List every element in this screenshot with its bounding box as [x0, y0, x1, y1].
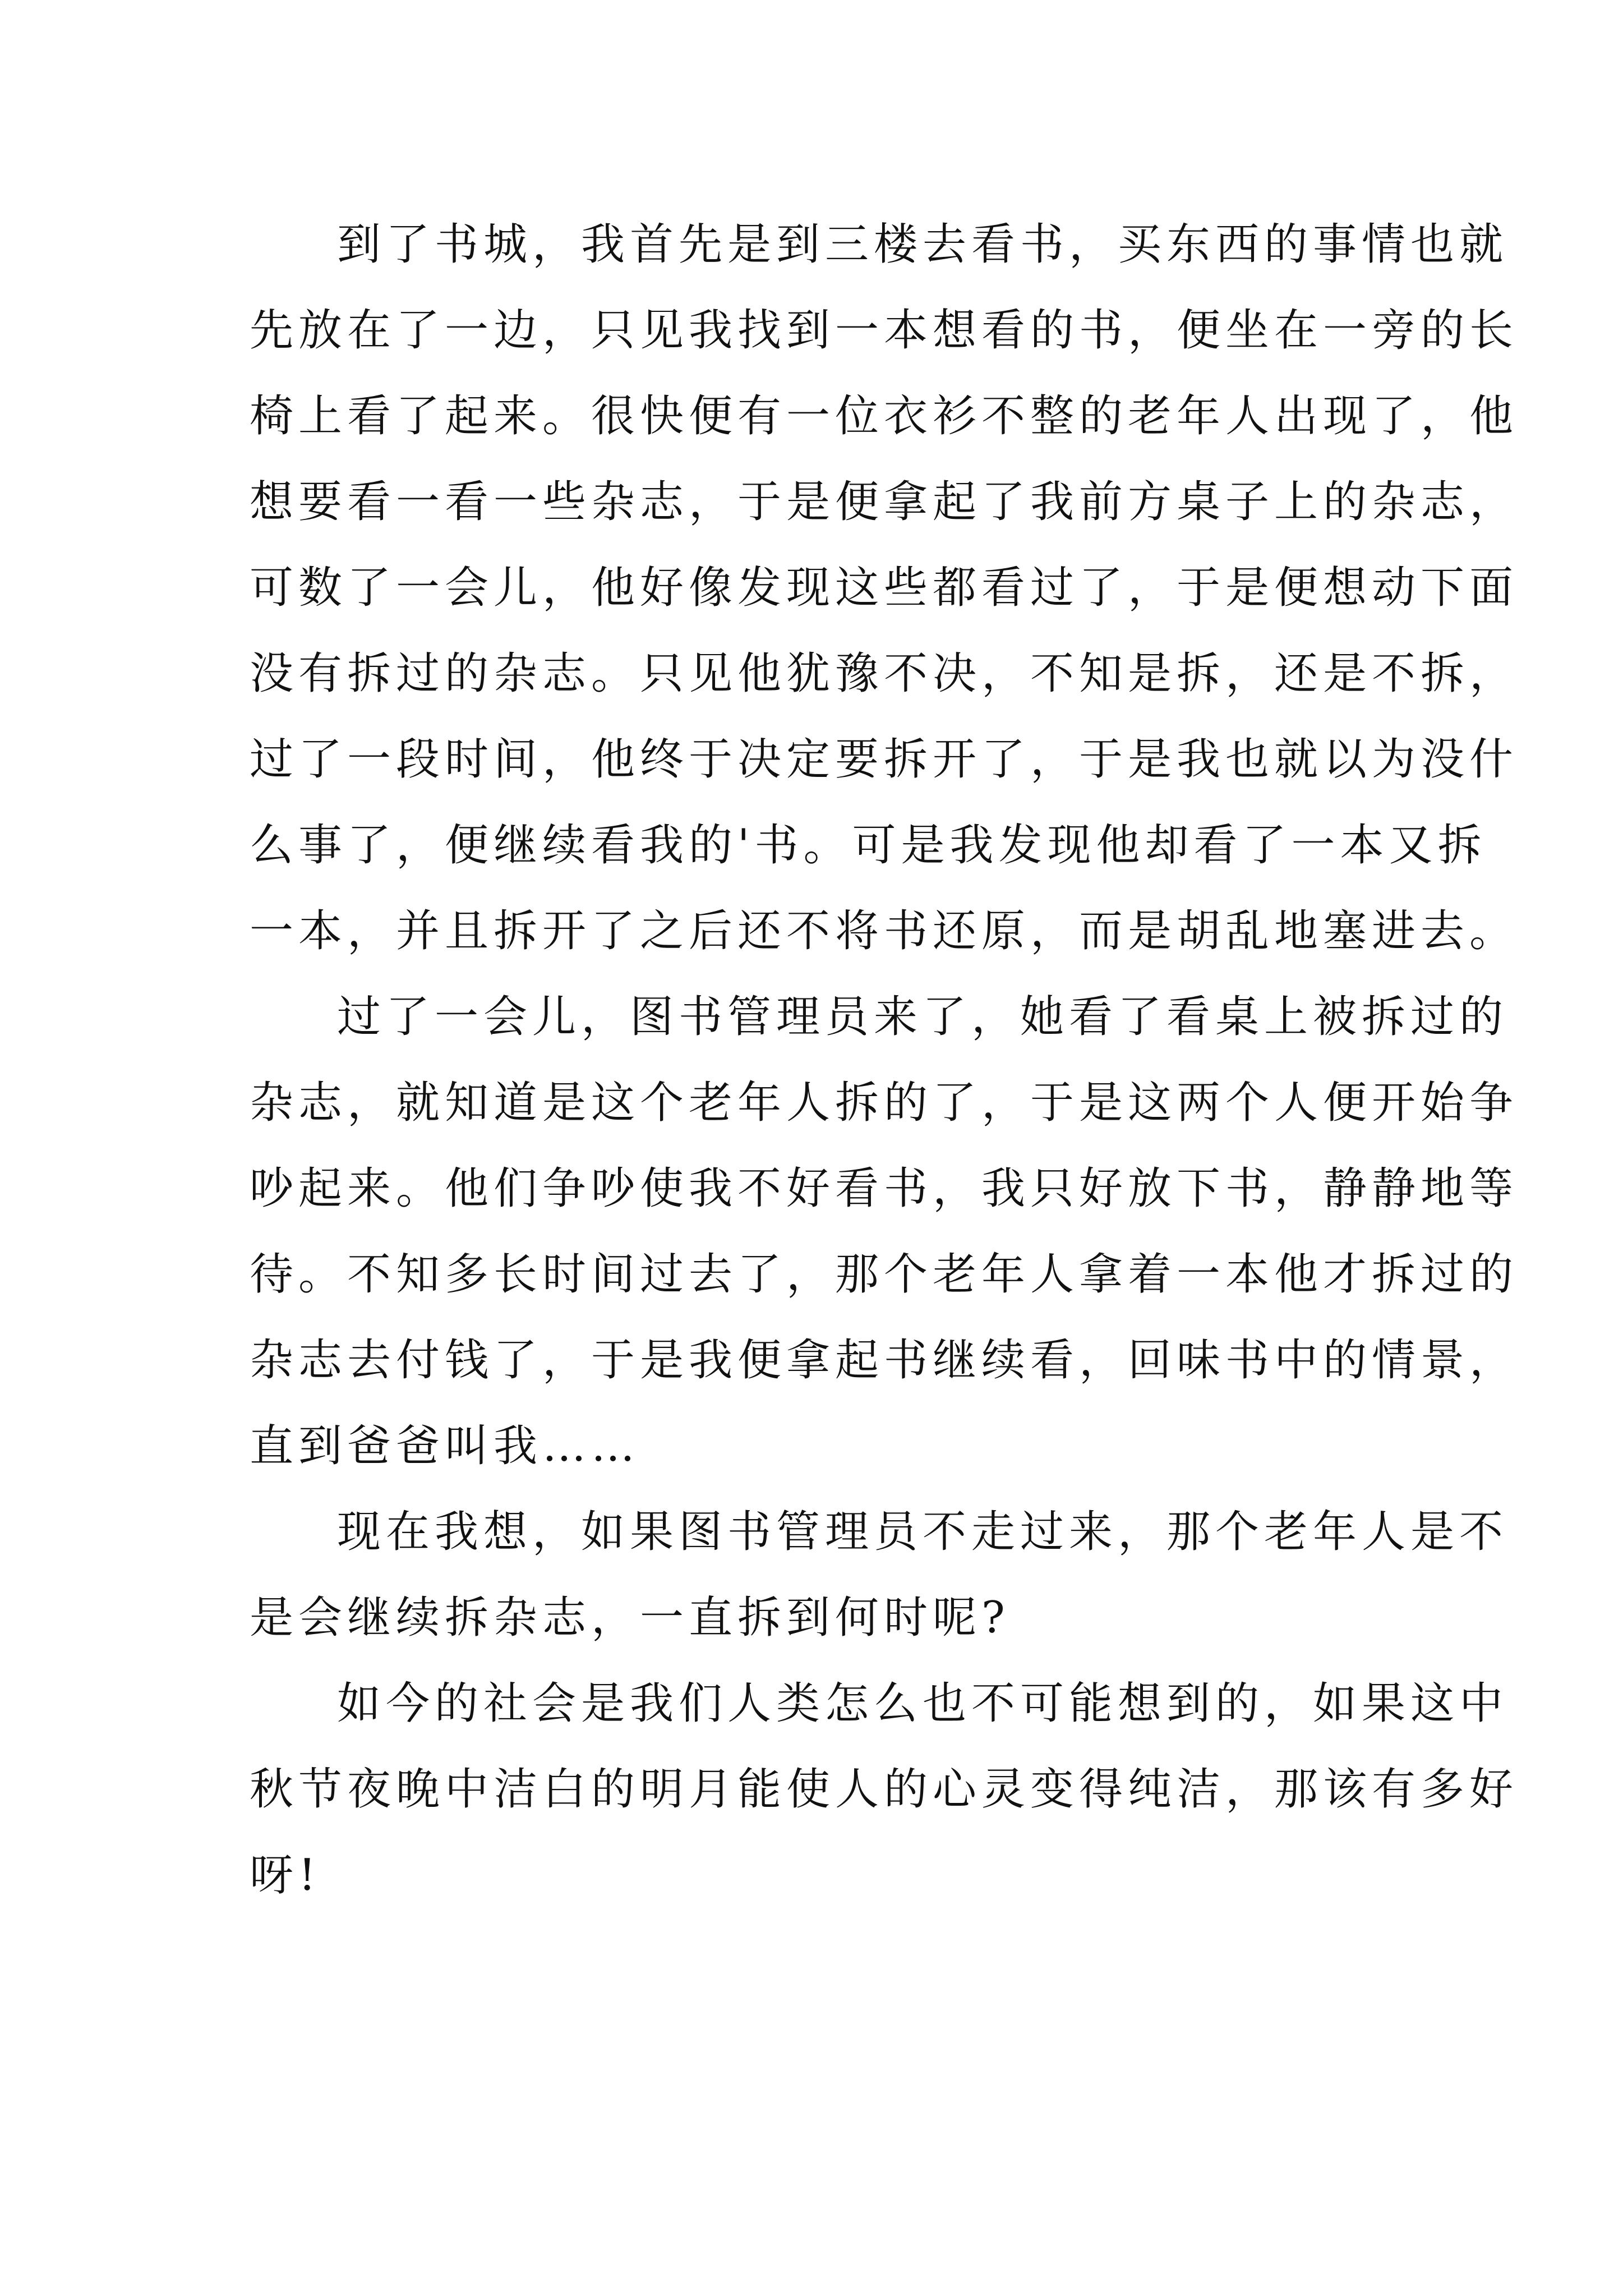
body-text	[250, 202, 1519, 1918]
text-line: 如今的社会是我们人类怎么也不可能想到的，如果这中	[337, 1678, 1509, 1729]
text-line: 先放在了一边，只见我找到一本想看的书，便坐在一旁的长	[250, 305, 1519, 356]
paragraph-4	[250, 1661, 1519, 1918]
text-line: 过了一会儿，图书管理员来了，她看了看桌上被拆过的	[337, 992, 1509, 1042]
text-line: 没有拆过的杂志。只见他犹豫不决，不知是拆，还是不拆，	[250, 648, 1519, 699]
text-line: 现在我想，如果图书管理员不走过来，那个老年人是不	[337, 1507, 1509, 1557]
text-line: 到了书城，我首先是到三楼去看书，买东西的事情也就	[337, 219, 1509, 270]
paragraph-1	[250, 202, 1519, 974]
paragraph-3	[250, 1489, 1509, 1661]
text-line: 直到爸爸叫我……	[250, 1421, 640, 1471]
paragraph-2	[250, 974, 1519, 1489]
text-line: 是会继续拆杂志，一直拆到何时呢?	[250, 1593, 1010, 1643]
text-line: 吵起来。他们争吵使我不好看书，我只好放下书，静静地等	[250, 1163, 1519, 1214]
text-line: 待。不知多长时间过去了，那个老年人拿着一本他才拆过的	[250, 1249, 1519, 1300]
text-line: 秋节夜晚中洁白的明月能使人的心灵变得纯洁，那该有多好	[250, 1764, 1519, 1815]
text-line: 椅上看了起来。很快便有一位衣衫不整的老年人出现了，他	[250, 391, 1519, 441]
text-line: 一本，并且拆开了之后还不将书还原，而是胡乱地塞进去。	[250, 906, 1519, 956]
text-line: 么事了，便继续看我的'书。可是我发现他却看了一本又拆	[250, 820, 1487, 871]
text-line: 想要看一看一些杂志，于是便拿起了我前方桌子上的杂志，	[250, 477, 1519, 527]
text-line: 过了一段时间，他终于决定要拆开了，于是我也就以为没什	[250, 734, 1519, 785]
text-line: 呀!	[250, 1850, 321, 1901]
text-line: 可数了一会儿，他好像发现这些都看过了，于是便想动下面	[250, 563, 1519, 613]
text-line: 杂志，就知道是这个老年人拆的了，于是这两个人便开始争	[250, 1078, 1519, 1128]
text-line: 杂志去付钱了，于是我便拿起书继续看，回味书中的情景，	[250, 1335, 1519, 1386]
